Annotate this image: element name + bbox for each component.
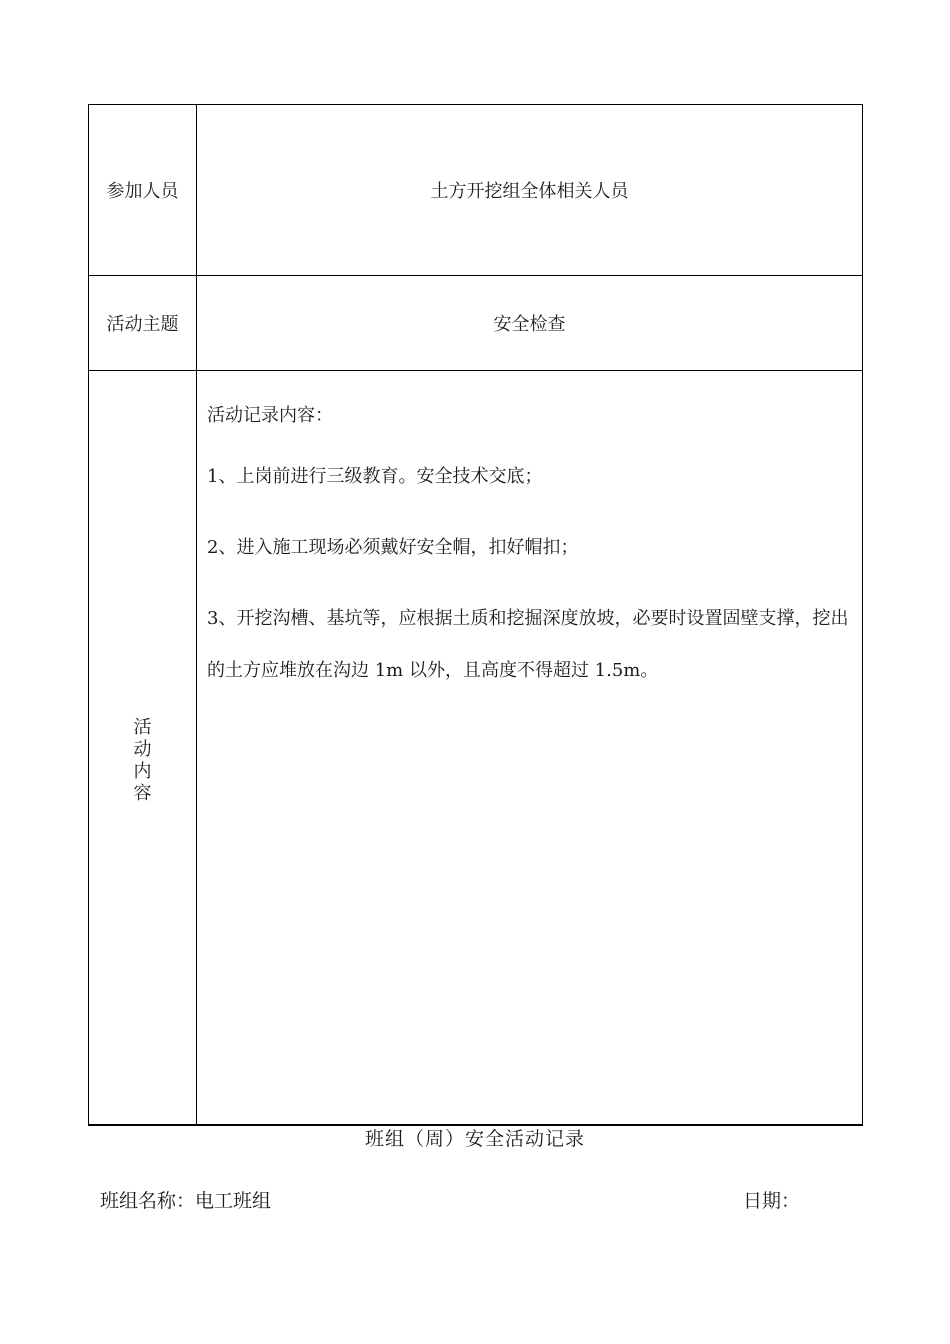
content-item: 1、上岗前进行三级教育。安全技术交底； [207, 466, 543, 487]
participants-row [89, 105, 863, 276]
content-heading: 活动记录内容： [207, 405, 333, 426]
content-item: 3、开挖沟槽、基坑等，应根据土质和挖掘深度放坡，必要时设置固壁支撑，挖出的土方应堆放在沟边 1m 以外，且高度不得超过 1.5m。 [207, 608, 849, 681]
topic-label: 活动主题 [89, 276, 197, 371]
topic-row [89, 276, 863, 371]
team-name: 班组名称：电工班组 [100, 1190, 272, 1212]
activity-record-table [88, 104, 863, 1126]
content-item: 2、进入施工现场必须戴好安全帽，扣好帽扣； [207, 537, 579, 558]
content-row [89, 371, 863, 1126]
content-label: 活动内容 [133, 716, 152, 804]
topic-value: 安全检查 [197, 276, 863, 371]
date-label: 日期： [743, 1190, 801, 1212]
page-title: 班组（周）安全活动记录 [364, 1128, 585, 1150]
content-body [197, 371, 863, 1126]
participants-value: 土方开挖组全体相关人员 [197, 105, 863, 276]
content-label-cell [89, 371, 197, 1126]
participants-label: 参加人员 [89, 105, 197, 276]
